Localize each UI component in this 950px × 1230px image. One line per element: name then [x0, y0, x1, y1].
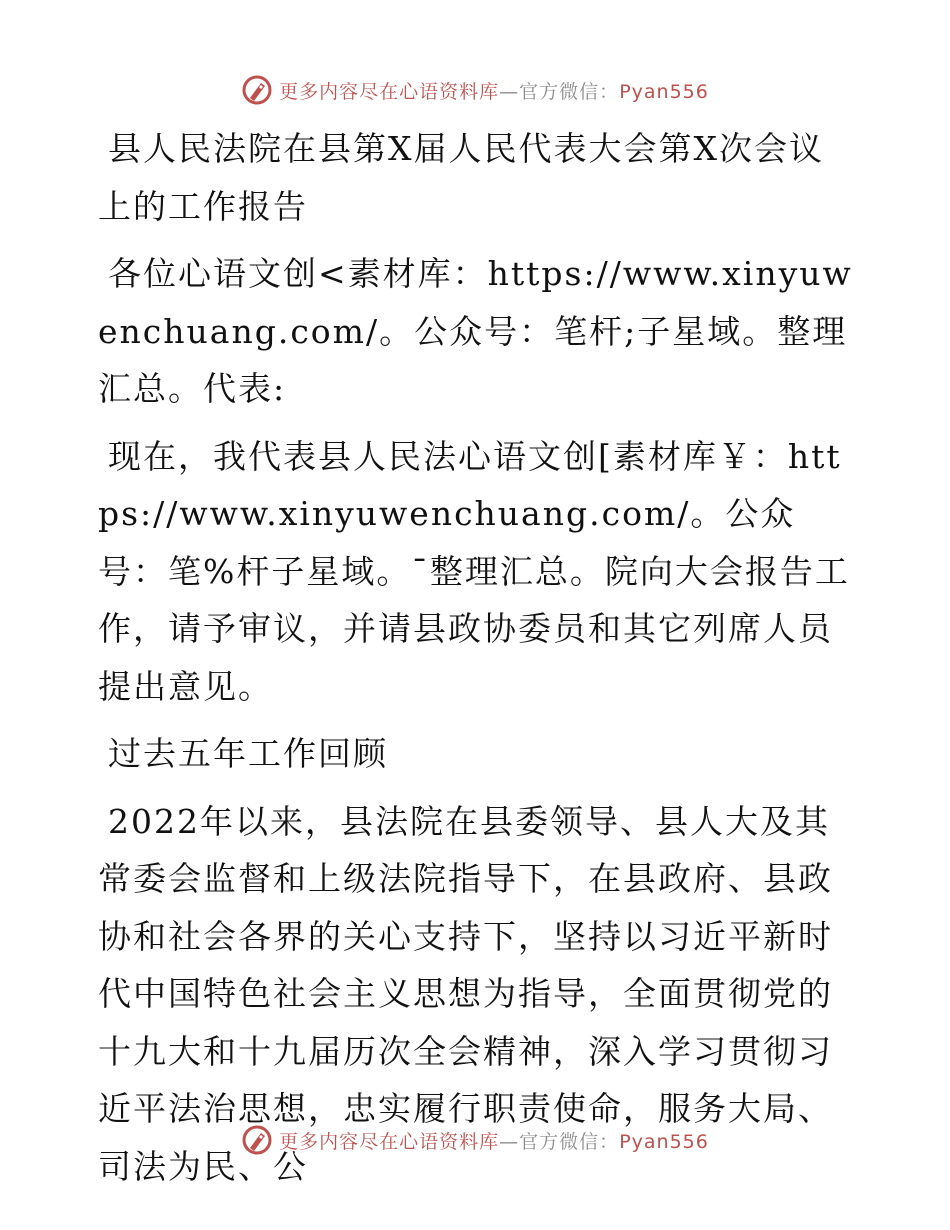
header-banner	[0, 70, 950, 110]
banner-account: Pyan556	[619, 1130, 709, 1153]
banner-account: Pyan556	[619, 80, 709, 103]
document-title: 县人民法院在县第X届人民代表大会第X次会议上的工作报告	[98, 129, 824, 226]
banner-official: 官方微信：	[519, 1130, 620, 1153]
banner-text	[279, 77, 709, 104]
banner-official: 官方微信：	[519, 80, 620, 103]
pen-nib-logo-icon	[241, 1124, 273, 1156]
section-heading: 过去五年工作回顾	[108, 734, 388, 773]
banner-brand: 更多内容尽在心语资料库	[279, 80, 500, 103]
intro-paragraph: 现在，我代表县人民法心语文创[素材库￥：https://www.xinyuwenchuang.com/。公众号：笔%杆子星域。¯整理汇总。院向大会报告工作，请予审议，并请县政协委员和其它列席人员提出意见。	[98, 436, 850, 706]
body-paragraph: 2022年以来，县法院在县委领导、县人大及其常委会监督和上级法院指导下，在县政府、县政协和社会各界的关心支持下，坚持以习近平新时代中国特色社会主义思想为指导，全面贯彻党的十九大和十九届历次全会精神，深入学习贯彻习近平法治思想，忠实履行职责使命，服务大局、司法为民、公	[98, 801, 833, 1186]
document-body	[98, 120, 853, 1205]
footer-banner	[0, 1120, 950, 1160]
banner-text	[279, 1127, 709, 1154]
pen-nib-logo-icon	[241, 74, 273, 106]
banner-separator: —	[499, 80, 520, 103]
banner-separator: —	[499, 1130, 520, 1153]
greeting-paragraph: 各位心语文创<素材库：https://www.xinyuwenchuang.com/。公众号：笔杆;子星域。整理汇总。代表:	[98, 254, 853, 408]
banner-brand: 更多内容尽在心语资料库	[279, 1130, 500, 1153]
